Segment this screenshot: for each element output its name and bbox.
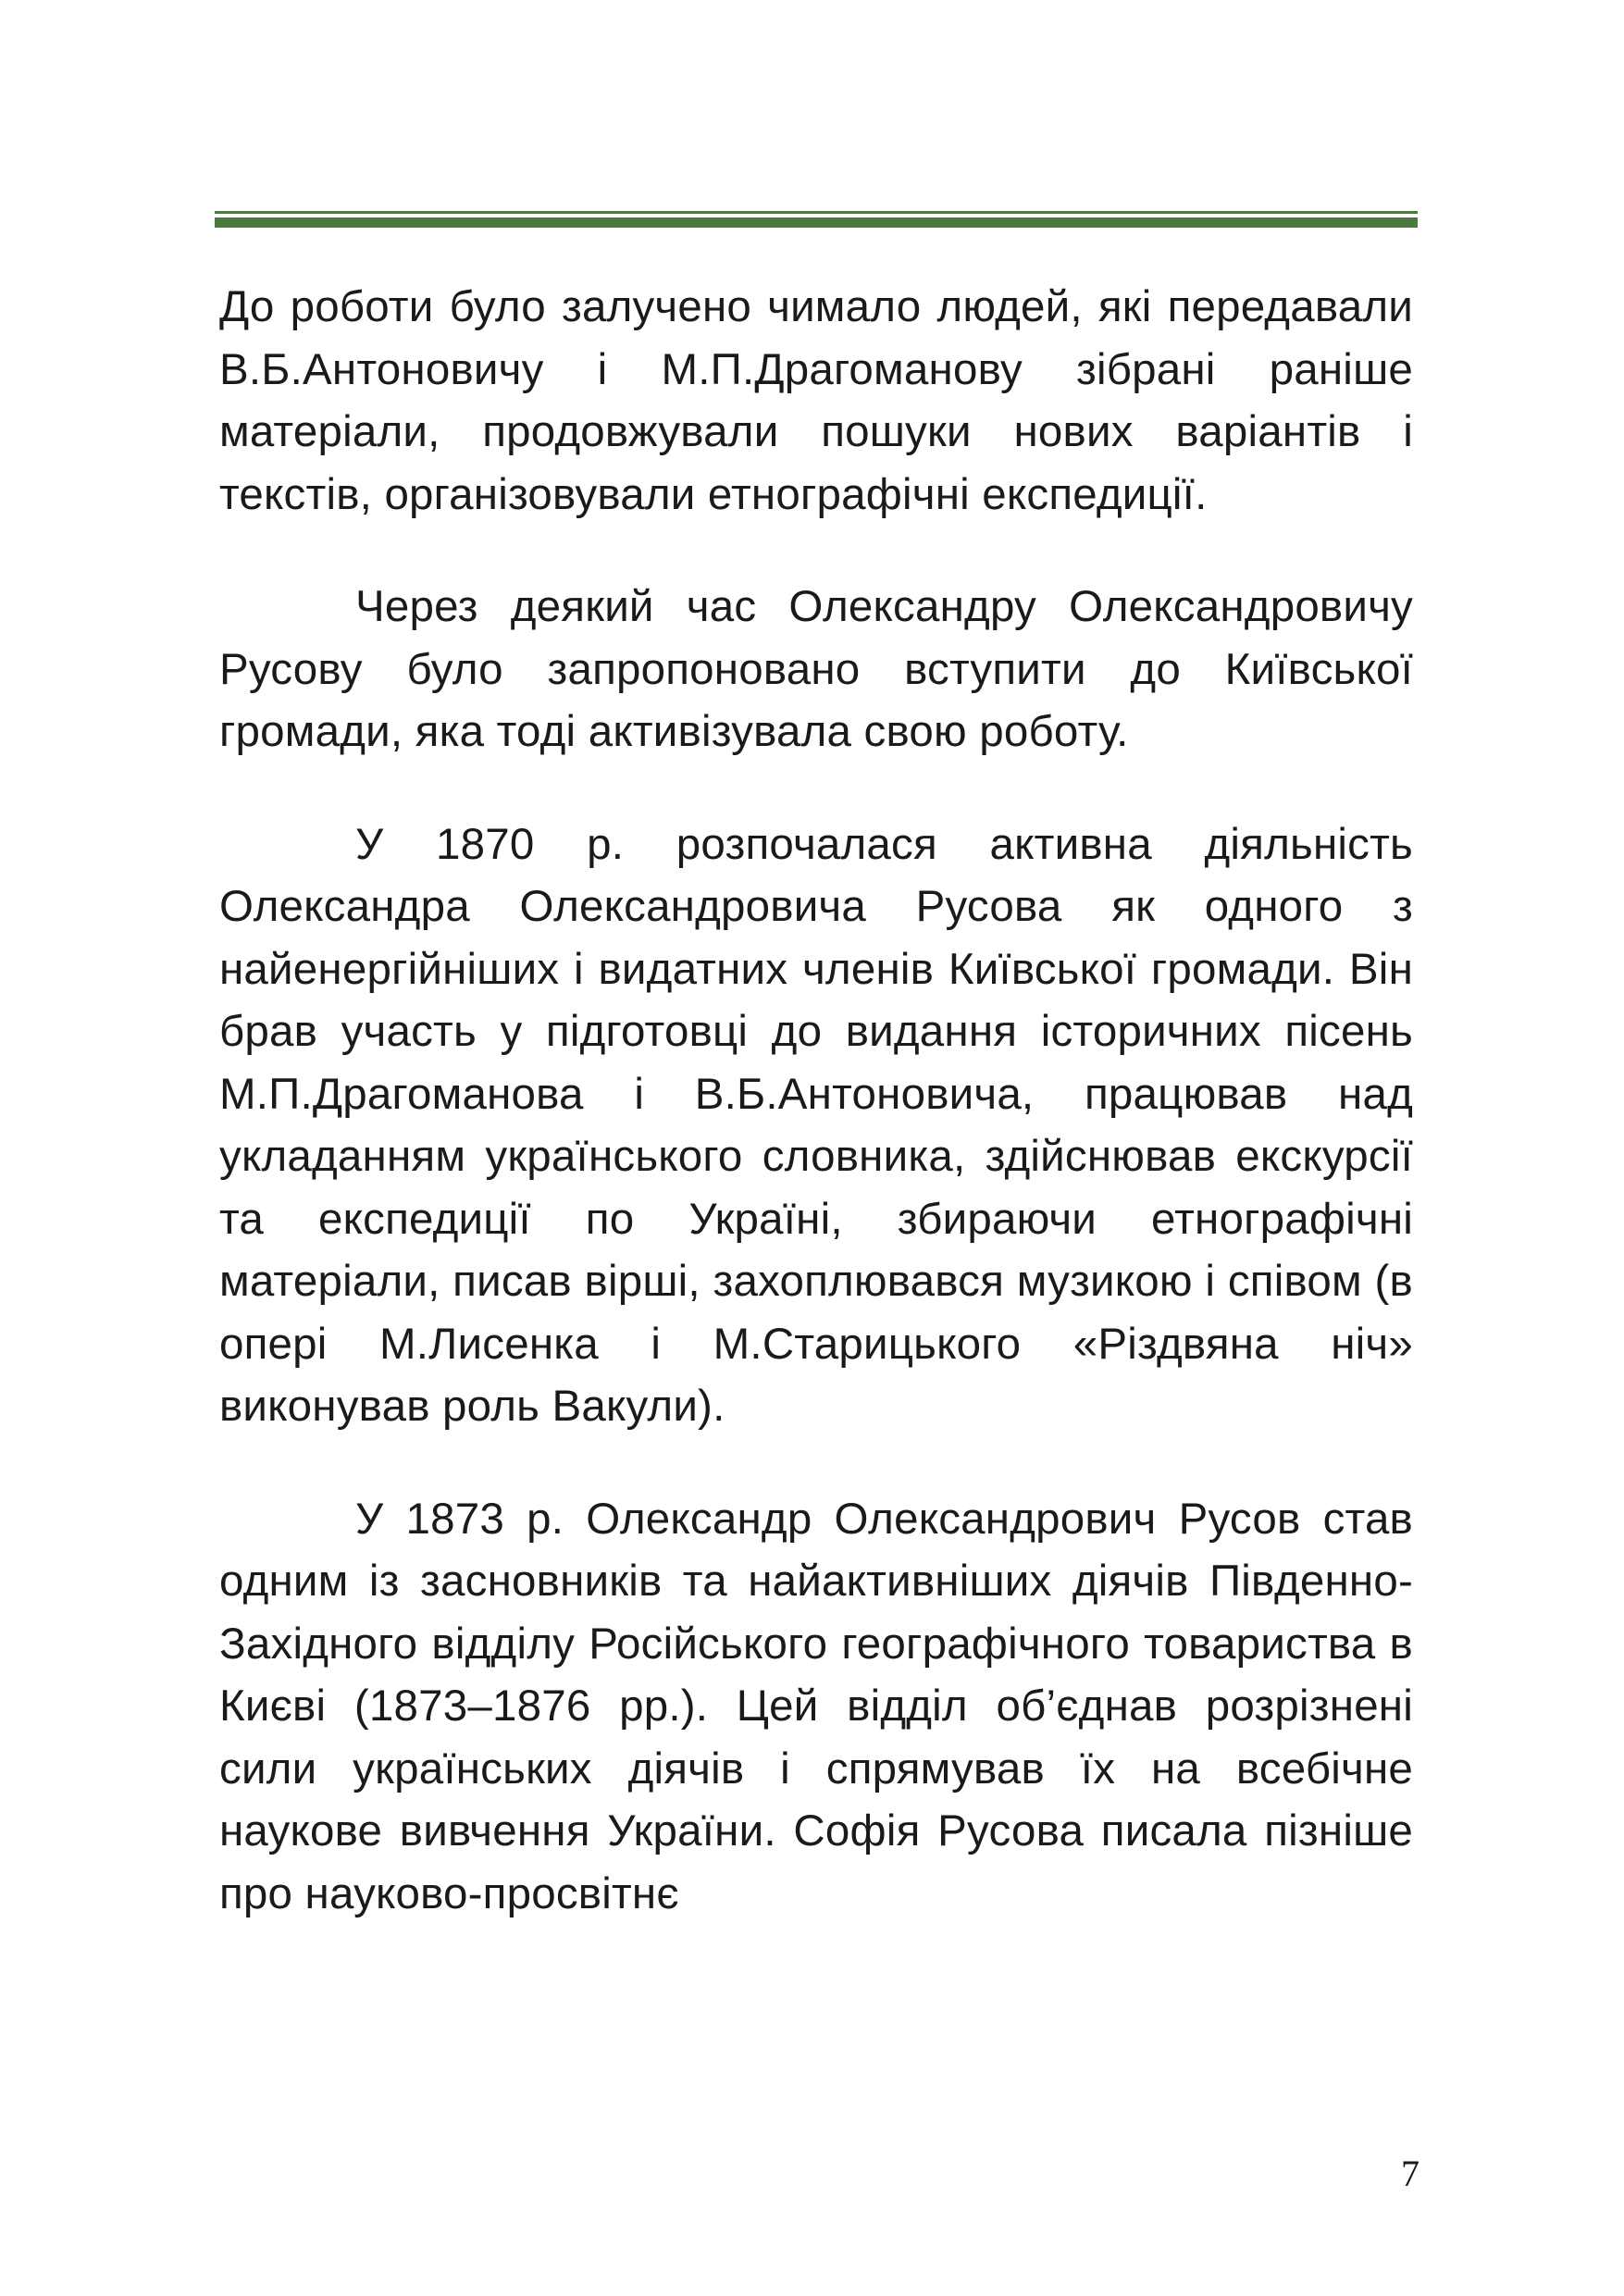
header-rule-thin-line (215, 211, 1418, 214)
header-rule (215, 211, 1418, 230)
header-rule-thick-line (215, 217, 1418, 228)
page-body (219, 276, 1413, 1975)
page-number: 7 (1401, 2153, 1419, 2194)
paragraph-2: Через деякий час Олександру Олександровичу Русову було запропоновано вступити до Київської громади, яка тоді активізувала свою роботу. (219, 582, 1413, 756)
paragraph-3: У 1870 р. розпочалася активна діяльність Олександра Олександровича Русова як одного з найенергійніших і видатних членів Київської громади. Він брав участь у підготовці до видання історичних пісень М.П.Драгоманова і В.Б.Антоновича, працював над укладанням українського словника, здійснював екскурсії та експедиції по Україні, збираючи етнографічні матеріали, писав вірші, захоплювався музикою і співом (в опері М.Лисенка і М.Старицького «Різдвяна ніч» виконував роль Вакули). (219, 819, 1413, 1431)
paragraph-1: До роботи було залучено чимало людей, які передавали В.Б.Антоновичу і М.П.Драгоманову зібрані раніше матеріали, продовжували пошуки нових варіантів і текстів, організовували етнографічні експедиції. (219, 282, 1413, 519)
paragraph-4: У 1873 р. Олександр Олександрович Русов став одним із засновників та найактивніших діячів Південно-Західного відділу Російського географічного товариства в Києві (1873–1876 рр.). Цей відділ об’єднав розрізнені сили українських діячів і спрямував їх на всебічне наукове вивчення України. Софія Русова писала пізніше про науково-просвітнє (219, 1494, 1413, 1918)
